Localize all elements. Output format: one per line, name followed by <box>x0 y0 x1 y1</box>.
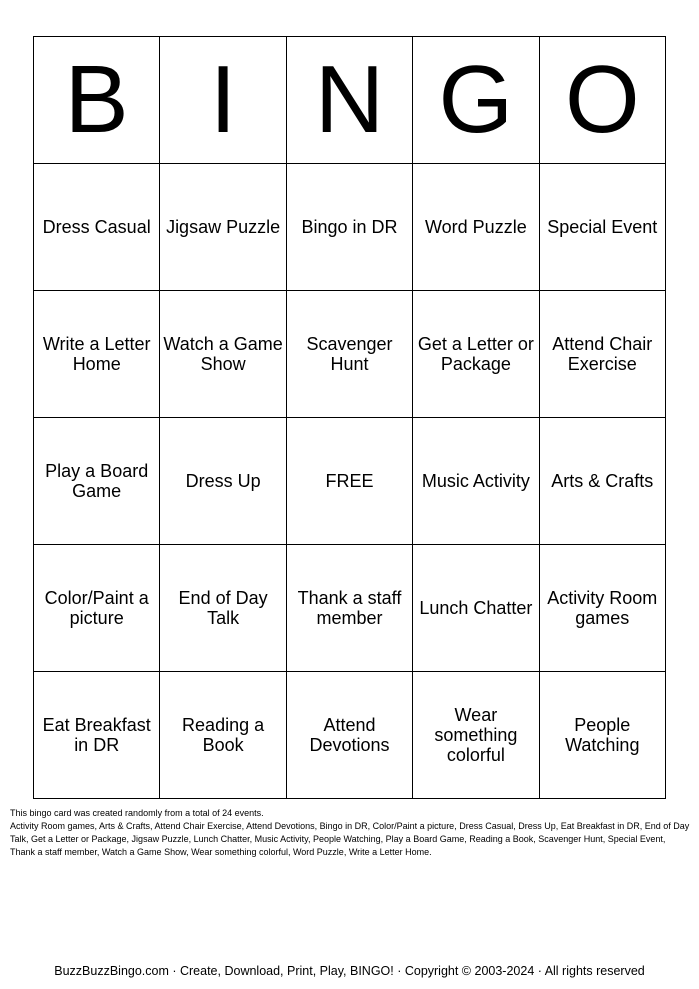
bingo-row <box>34 291 666 418</box>
bingo-cell: Music Activity <box>413 418 539 545</box>
bingo-cell: Write a Letter Home <box>34 291 160 418</box>
bingo-row <box>34 418 666 545</box>
bingo-cell: Thank a staff member <box>286 545 412 672</box>
page-footer: BuzzBuzzBingo.com · Create, Download, Print, Play, BINGO! · Copyright © 2003-2024 · All rights reserved <box>54 964 645 978</box>
header-letter-b: B <box>34 37 160 164</box>
bingo-cell: End of Day Talk <box>160 545 286 672</box>
bingo-cell: Special Event <box>539 164 665 291</box>
bingo-header-row <box>34 37 666 164</box>
bingo-row <box>34 545 666 672</box>
bingo-cell: People Watching <box>539 672 665 799</box>
header-letter-o: O <box>539 37 665 164</box>
bingo-row <box>34 672 666 799</box>
card-info-summary: This bingo card was created randomly from a total of 24 events. <box>10 808 264 818</box>
bingo-cell: Dress Casual <box>34 164 160 291</box>
bingo-cell: Eat Breakfast in DR <box>34 672 160 799</box>
bingo-cell: Watch a Game Show <box>160 291 286 418</box>
header-letter-g: G <box>413 37 539 164</box>
header-letter-n: N <box>286 37 412 164</box>
bingo-cell: Play a Board Game <box>34 418 160 545</box>
bingo-card <box>33 36 666 799</box>
card-info-event-list: Activity Room games, Arts & Crafts, Attend Chair Exercise, Attend Devotions, Bingo in DR, Color/Paint a picture, Dress Casual, Dress Up, Eat Breakfast in DR, End of Day Talk, Get a Letter or Package, Jigsaw Puzzle, Lunch Chatter, Music Activity, People Watching, Play a Board Game, Reading a Book, Scavenger Hunt, Special Event, Thank a staff member, Watch a Game Show, Wear something colorful, Word Puzzle, Write a Letter Home. <box>10 821 690 857</box>
card-info <box>10 807 690 859</box>
bingo-cell: Jigsaw Puzzle <box>160 164 286 291</box>
bingo-cell: Lunch Chatter <box>413 545 539 672</box>
bingo-cell: Dress Up <box>160 418 286 545</box>
bingo-cell: Wear something colorful <box>413 672 539 799</box>
bingo-cell: Get a Letter or Package <box>413 291 539 418</box>
header-letter-i: I <box>160 37 286 164</box>
bingo-cell: Reading a Book <box>160 672 286 799</box>
bingo-cell: Scavenger Hunt <box>286 291 412 418</box>
bingo-cell: Arts & Crafts <box>539 418 665 545</box>
bingo-cell: Color/Paint a picture <box>34 545 160 672</box>
bingo-cell: Word Puzzle <box>413 164 539 291</box>
bingo-cell: Activity Room games <box>539 545 665 672</box>
bingo-cell-free: FREE <box>286 418 412 545</box>
bingo-cell: Attend Devotions <box>286 672 412 799</box>
bingo-cell: Bingo in DR <box>286 164 412 291</box>
bingo-cell: Attend Chair Exercise <box>539 291 665 418</box>
bingo-row <box>34 164 666 291</box>
